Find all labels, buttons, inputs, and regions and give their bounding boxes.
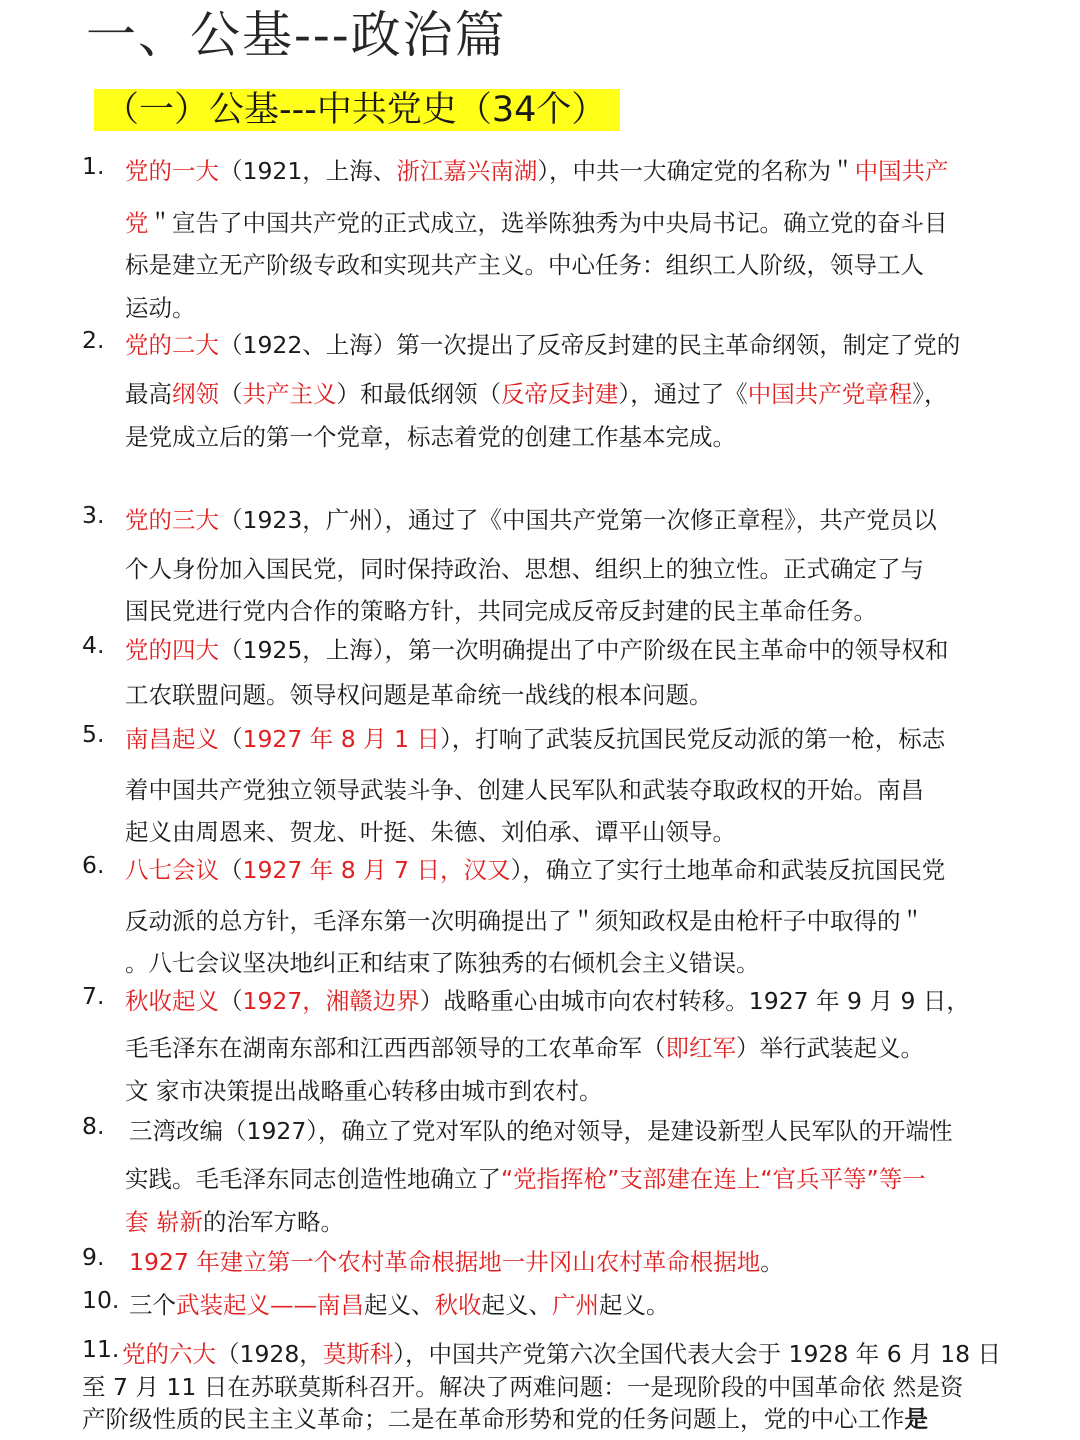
page-title: 一、公基---政治篇	[86, 6, 507, 64]
item-number: 8.	[82, 1112, 105, 1140]
item-line: 实践。毛毛泽东同志创造性地确立了“党指挥枪”支部建在连上“官兵平等”等一	[125, 1165, 926, 1193]
item-number: 6.	[82, 851, 105, 879]
item-line: 个人身份加入国民党，同时保持政治、思想、组织上的独立性。正式确定了与	[125, 555, 924, 583]
item-line: 党的二大（1922、上海）第一次提出了反帝反封建的民主革命纲领，制定了党的	[125, 331, 961, 359]
item-line: 是党成立后的第一个党章，标志着党的创建工作基本完成。	[125, 423, 736, 451]
item-line: 着中国共产党独立领导武装斗争、创建人民军队和武装夺取政权的开始。南昌	[125, 776, 924, 804]
item-number: 7.	[82, 982, 105, 1010]
item-number: 11.	[82, 1335, 120, 1363]
item-line: 最高纲领（共产主义）和最低纲领（反帝反封建），通过了《中国共产党章程》，	[125, 380, 948, 408]
item-line: 产阶级性质的民主主义革命；二是在革命形势和党的任务问题上，党的中心工作是	[82, 1405, 928, 1433]
item-line: 八七会议（1927 年 8 月 7 日，汉又），确立了实行土地革命和武装反抗国民党	[125, 856, 946, 884]
item-line: 反动派的总方针，毛泽东第一次明确提出了＂须知政权是由枪杆子中取得的＂	[125, 907, 924, 935]
item-number: 3.	[82, 501, 105, 529]
item-line: 三湾改编（1927），确立了党对军队的绝对领导，是建设新型人民军队的开端性	[129, 1117, 953, 1145]
item-line: 套 崭新的治军方略。	[125, 1208, 344, 1236]
item-line: 至 7 月 11 日在苏联莫斯科召开。解决了两难问题：一是现阶段的中国革命依 然是资	[82, 1373, 964, 1401]
item-line: 党的三大（1923，广州），通过了《中国共产党第一次修正章程》，共产党员以	[125, 506, 937, 534]
item-line: 党的六大（1928，莫斯科），中国共产党第六次全国代表大会于 1928 年 6 月 18 日	[122, 1340, 1002, 1368]
item-number: 5.	[82, 720, 105, 748]
item-line: 南昌起义（1927 年 8 月 1 日），打响了武装反抗国民党反动派的第一枪，标志	[125, 725, 946, 753]
item-line: 毛毛泽东在湖南东部和江西西部领导的工农革命军（即红军）举行武装起义。	[125, 1034, 924, 1062]
item-line: 三个武装起义——南昌起义、秋收起义、广州起义。	[129, 1291, 670, 1319]
item-line: 运动。	[125, 294, 196, 322]
item-line: 。八七会议坚决地纠正和结束了陈独秀的右倾机会主义错误。	[125, 949, 760, 977]
item-number: 2.	[82, 326, 105, 354]
item-line: 标是建立无产阶级专政和实现共产主义。中心任务：组织工人阶级，领导工人	[125, 251, 924, 279]
item-line: 秋收起义（1927，湘赣边界）战略重心由城市向农村转移。1927 年 9 月 9 日，	[125, 987, 970, 1015]
item-number: 1.	[82, 152, 105, 180]
item-number: 9.	[82, 1243, 105, 1271]
item-line: 起义由周恩来、贺龙、叶挺、朱德、刘伯承、谭平山领导。	[125, 818, 736, 846]
item-number: 10.	[82, 1286, 120, 1314]
item-number: 4.	[82, 631, 105, 659]
item-line: 党的一大（1921，上海、浙江嘉兴南湖），中共一大确定党的名称为＂中国共产	[125, 157, 949, 185]
section-subtitle: （一）公基---中共党史（34个）	[94, 89, 620, 131]
item-line: 文 家市决策提出战略重心转移由城市到农村。	[125, 1077, 603, 1105]
item-line: 工农联盟问题。领导权问题是革命统一战线的根本问题。	[125, 681, 713, 709]
item-line: 1927 年建立第一个农村革命根据地一井冈山农村革命根据地。	[129, 1248, 784, 1276]
item-line: 党的四大（1925，上海），第一次明确提出了中产阶级在民主革命中的领导权和	[125, 636, 949, 664]
item-line: 国民党进行党内合作的策略方针，共同完成反帝反封建的民主革命任务。	[125, 597, 877, 625]
item-line: 党＂宣告了中国共产党的正式成立，选举陈独秀为中央局书记。确立党的奋斗目	[125, 209, 948, 237]
